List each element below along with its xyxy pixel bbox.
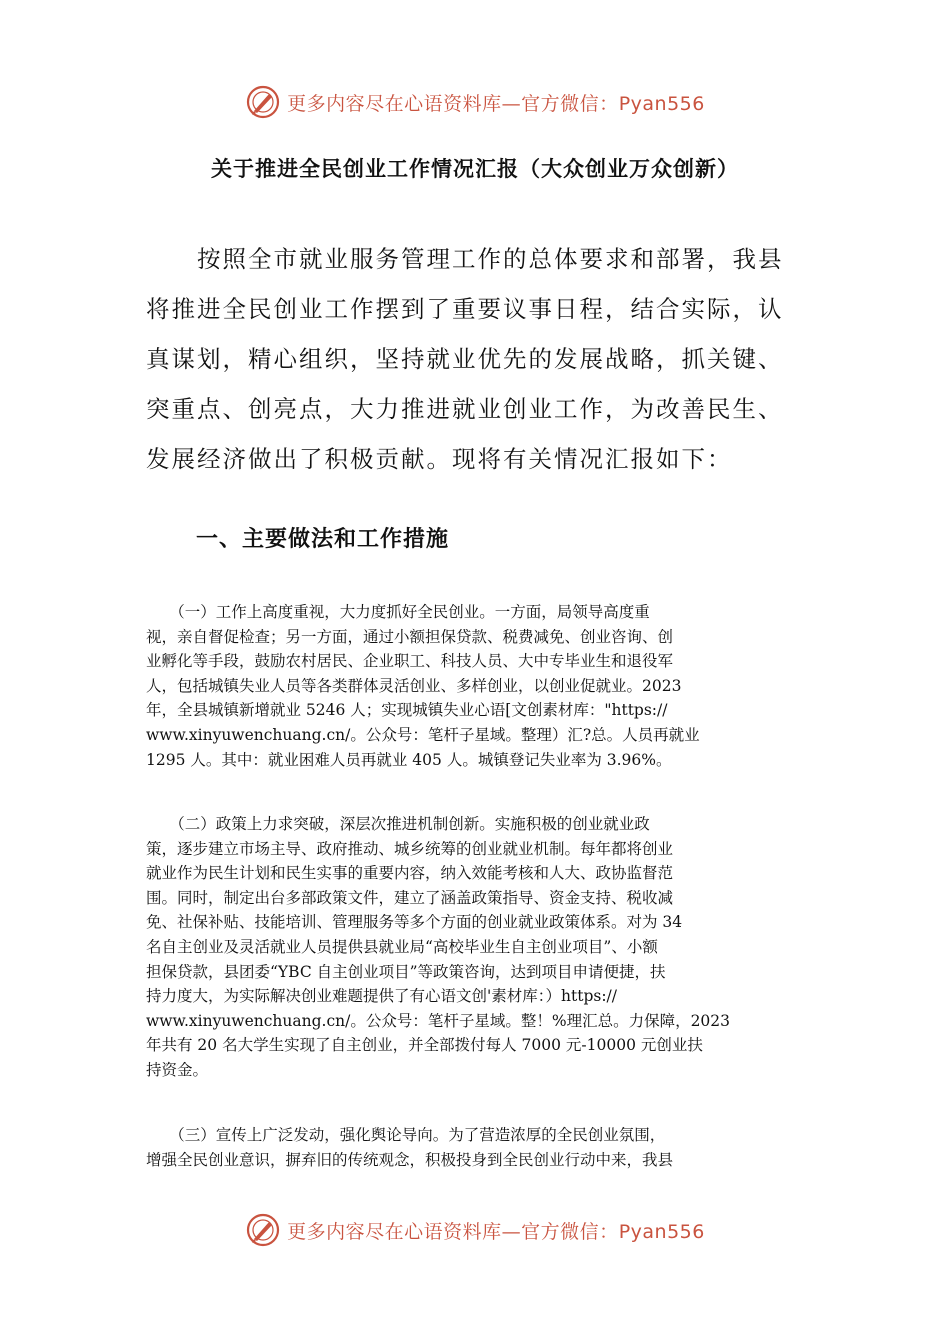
paragraph-line: 持力度大，为实际解决创业难题提供了有心语文创'素材库：）https:// — [146, 987, 617, 1006]
paragraph-line: 持资金。 — [146, 1060, 209, 1079]
intro-line: 突重点、创亮点，大力推进就业创业工作，为改善民生、 — [146, 395, 784, 423]
paragraph-line: www.xinyuwenchuang.cn/。公众号：笔杆子星域。整理）汇?总。人员再就业 — [146, 725, 700, 744]
intro-line: 发展经济做出了积极贡献。现将有关情况汇报如下： — [146, 445, 733, 473]
footer-banner-text: 更多内容尽在心语资料库—官方微信：Pyan556 — [287, 1220, 705, 1243]
document-title: 关于推进全民创业工作情况汇报（大众创业万众创新） — [211, 157, 739, 181]
paragraph-line: 担保贷款，县团委“YBC 自主创业项目”等政策咨询，达到项目申请便捷，扶 — [146, 962, 666, 981]
section-heading: 一、主要做法和工作措施 — [196, 527, 450, 552]
paragraph-line: www.xinyuwenchuang.cn/。公众号：笔杆子星域。整！%理汇总。力保障，2023 — [146, 1011, 731, 1030]
paragraph-line: （一）工作上高度重视，大力度抓好全民创业。一方面，局领导高度重 — [146, 603, 650, 621]
paragraph-line: 策，逐步建立市场主导、政府推动、城乡统筹的创业就业机制。每年都将创业 — [146, 839, 674, 858]
paragraph-1 — [146, 600, 810, 772]
paragraph-2 — [146, 812, 810, 1083]
pen-logo-icon — [245, 1212, 281, 1248]
paragraph-line: 1295 人。其中：就业困难人员再就业 405 人。城镇登记失业率为 3.96%。 — [146, 750, 672, 769]
header-banner — [0, 82, 950, 122]
intro-line: 将推进全民创业工作摆到了重要议事日程，结合实际，认 — [146, 295, 784, 323]
pen-logo-icon — [245, 84, 281, 120]
paragraph-line: 增强全民创业意识，摒弃旧的传统观念，积极投身到全民创业行动中来，我县 — [146, 1150, 674, 1169]
paragraph-line: 业孵化等手段，鼓励农村居民、企业职工、科技人员、大中专毕业生和退役军 — [146, 652, 674, 671]
paragraph-line: （二）政策上力求突破，深层次推进机制创新。实施积极的创业就业政 — [146, 815, 650, 833]
paragraph-line: 免、社保补贴、技能培训、管理服务等多个方面的创业就业政策体系。对为 34 — [146, 913, 683, 932]
paragraph-line: 年，全县城镇新增就业 5246 人；实现城镇失业心语[文创素材库："https:// — [146, 701, 668, 720]
intro-paragraph — [146, 234, 806, 484]
paragraph-line: 就业作为民生计划和民生实事的重要内容，纳入效能考核和人大、政协监督范 — [146, 864, 674, 883]
paragraph-line: 年共有 20 名大学生实现了自主创业，并全部拨付每人 7000 元-10000 元创业扶 — [146, 1036, 703, 1055]
intro-line: 按照全市就业服务管理工作的总体要求和部署，我县 — [146, 245, 784, 273]
paragraph-line: 名自主创业及灵活就业人员提供县就业局“高校毕业生自主创业项目”、小额 — [146, 937, 658, 956]
paragraph-line: 围。同时，制定出台多部政策文件，建立了涵盖政策指导、资金支持、税收减 — [146, 888, 674, 907]
paragraph-line: 人，包括城镇失业人员等各类群体灵活创业、多样创业，以创业促就业。2023 — [146, 676, 682, 695]
footer-banner — [0, 1210, 950, 1250]
paragraph-3 — [146, 1123, 810, 1172]
intro-line: 真谋划，精心组织，坚持就业优先的发展战略，抓关键、 — [146, 345, 784, 373]
paragraph-line: 视，亲自督促检查；另一方面，通过小额担保贷款、税费减免、创业咨询、创 — [146, 627, 674, 646]
paragraph-line: （三）宣传上广泛发动，强化舆论导向。为了营造浓厚的全民创业氛围， — [146, 1126, 666, 1144]
header-banner-text: 更多内容尽在心语资料库—官方微信：Pyan556 — [287, 92, 705, 115]
